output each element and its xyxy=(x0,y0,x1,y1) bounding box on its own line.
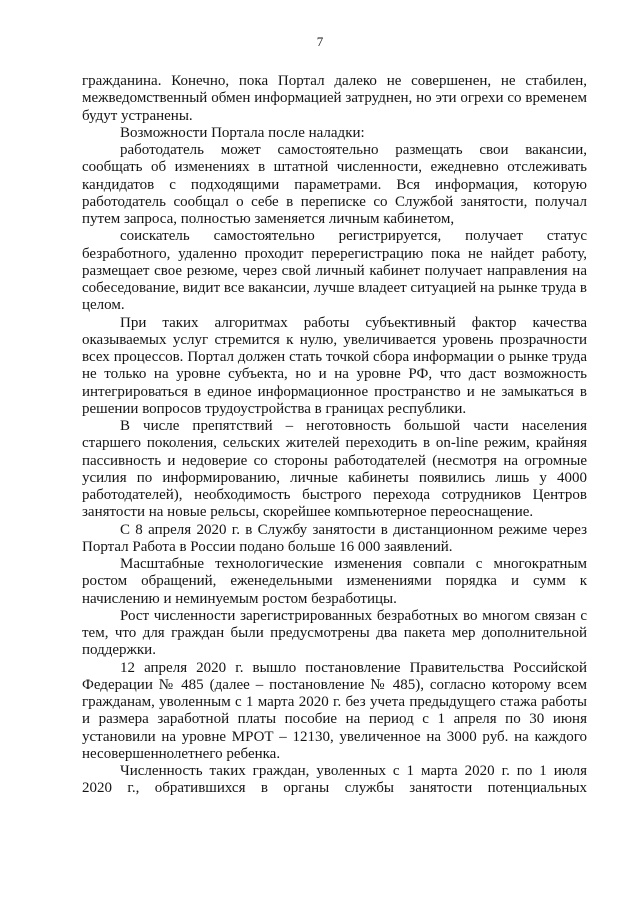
text-line: Портал Работа в России подано больше 16 000 заявлений. xyxy=(82,538,453,555)
text-line: целом. xyxy=(82,297,125,314)
text-line: Федерации № 485 (далее – постановление № 485), согласно которому всем xyxy=(82,676,587,693)
page-number: 7 xyxy=(316,34,324,49)
text-line: работодатель может самостоятельно размещать свои вакансии, xyxy=(120,142,587,158)
text-line: пассивность и недоверие со стороны работодателей (несмотря на огромные xyxy=(82,452,587,469)
text-line: работодатель сообщал о себе в переписке со Службой занятости, получал xyxy=(82,193,587,210)
text-line: безработного, удаленно проходит перерегистрацию пока не найдет работу, xyxy=(82,245,587,262)
text-line: установили на уровне МРОТ – 12130, увеличенное на 3000 руб. на каждого xyxy=(82,728,587,745)
text-line: 12 апреля 2020 г. вышло постановление Правительства Российской xyxy=(120,659,587,676)
document-body xyxy=(82,73,587,798)
text-line: занятости на новые рельсы, скорейшее компьютерное переоснащение. xyxy=(82,504,534,521)
text-line: Масштабные технологические изменения совпали с многократным xyxy=(120,556,587,572)
text-line: не только на уровне субъекта, но и на уровне РФ, что даст возможность xyxy=(82,366,587,383)
text-line: гражданина. Конечно, пока Портал далеко не совершенен, не стабилен, xyxy=(82,73,587,89)
text-line: всех процессов. Портал должен стать точкой сбора информации о рынке труда xyxy=(82,349,587,365)
text-line: поддержки. xyxy=(82,642,156,659)
text-line: старшего поколения, сельских жителей переходить в on-line режим, крайняя xyxy=(82,435,587,452)
text-line: размещает свое резюме, через свой личный кабинет получает направления на xyxy=(82,262,587,279)
text-line: и размера заработной платы пособие на период с 1 апреля по 30 июня xyxy=(82,711,587,728)
text-line: 2020 г., обратившихся в органы службы занятости потенциальных xyxy=(82,780,587,797)
text-line: решении вопросов трудоустройства в границах республики. xyxy=(82,400,467,417)
text-line: оказываемых услуг стремится к нулю, увеличивается уровень прозрачности xyxy=(82,331,587,348)
text-line: При таких алгоритмах работы субъективный фактор качества xyxy=(120,314,587,331)
text-line: межведомственный обмен информацией затруднен, но эти огрехи со временем xyxy=(82,90,587,107)
text-line: начислению и неминуемым ростом безработицы. xyxy=(82,590,397,607)
text-line: собеседование, видит все вакансии, лучше владеет ситуацией на рынке труда в xyxy=(82,280,587,296)
text-line: тем, что для граждан были предусмотрены два пакета мер дополнительной xyxy=(82,625,587,641)
text-line: сообщать об изменениях в штатной численности, ежедневно отслеживать xyxy=(82,159,587,176)
text-line: путем запроса, полностью заменяется личным кабинетом, xyxy=(82,211,455,227)
text-line: ростом обращений, еженедельными изменениями порядка и сумм к xyxy=(82,573,587,590)
text-line: гражданам, уволенным с 1 марта 2020 г. без учета предыдущего стажа работы xyxy=(82,694,587,710)
text-line: Численность таких граждан, уволенных с 1 марта 2020 г. по 1 июля xyxy=(120,763,587,779)
text-line: несовершеннолетнего ребенка. xyxy=(82,745,281,762)
text-line: работодателей), необходимость быстрого перехода сотрудников Центров xyxy=(82,487,587,503)
text-line: кандидатов с подходящими параметрами. Вся информация, которую xyxy=(82,176,587,193)
text-line: В числе препятствий – неготовность большой части населения xyxy=(120,418,587,434)
text-line: усилия по информированию, личные кабинеты появились лишь у 4000 xyxy=(82,469,587,486)
text-line: будут устранены. xyxy=(82,107,193,124)
text-line: Возможности Портала после наладки: xyxy=(120,124,365,141)
text-line: соискатель самостоятельно регистрируется, получает статус xyxy=(120,228,587,245)
text-line: интегрироваться в единое информационное пространство и не замыкаться в xyxy=(82,383,587,400)
text-line: С 8 апреля 2020 г. в Службу занятости в дистанционном режиме через xyxy=(120,521,587,538)
text-line: Рост численности зарегистрированных безработных во многом связан с xyxy=(120,607,587,624)
